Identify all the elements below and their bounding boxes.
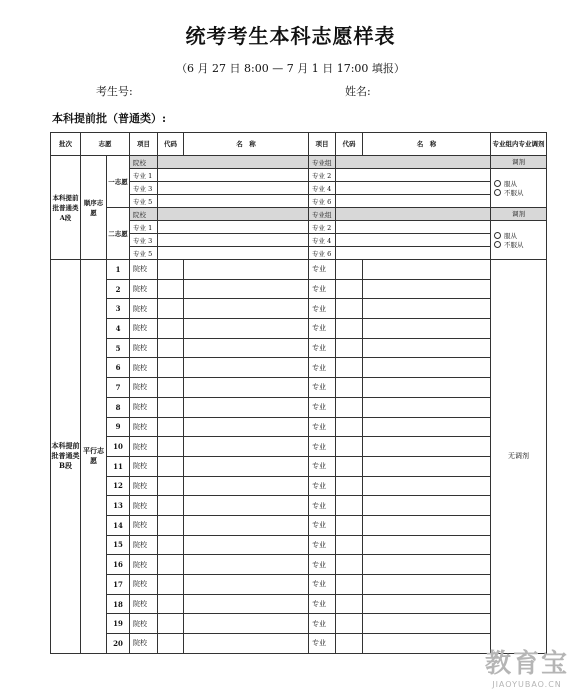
header-name-2: 名 称 xyxy=(363,133,491,156)
b-school-code-input[interactable] xyxy=(158,299,184,319)
b-left-label: 院校 xyxy=(130,594,158,614)
b-row xyxy=(51,437,547,457)
watermark-logo xyxy=(485,643,569,689)
a-left-input[interactable] xyxy=(158,234,309,247)
b-left-label: 院校 xyxy=(130,437,158,457)
b-school-code-input[interactable] xyxy=(158,594,184,614)
b-right-label: 专业 xyxy=(309,358,336,378)
radio-label: 不服从 xyxy=(504,189,524,197)
b-school-code-input[interactable] xyxy=(158,496,184,516)
b-school-name-input[interactable] xyxy=(184,417,309,437)
choice-number: 17 xyxy=(107,575,130,595)
batch-a-label: 本科提前批普通类A段 xyxy=(51,156,81,260)
b-row xyxy=(51,397,547,417)
choice-number: 19 xyxy=(107,614,130,634)
radio-label: 不服从 xyxy=(504,241,524,249)
b-school-code-input[interactable] xyxy=(158,397,184,417)
b-school-code-input[interactable] xyxy=(158,338,184,358)
choice-number: 20 xyxy=(107,634,130,654)
b-row xyxy=(51,575,547,595)
b-major-code-input[interactable] xyxy=(336,397,363,417)
b-left-label: 院校 xyxy=(130,634,158,654)
a-right-input[interactable] xyxy=(336,247,491,260)
choice-number: 18 xyxy=(107,594,130,614)
b-major-code-input[interactable] xyxy=(336,319,363,339)
adjust-cell xyxy=(491,156,547,208)
a-left-label: 专业 3 xyxy=(130,182,158,195)
b-left-label: 院校 xyxy=(130,456,158,476)
a-right-input[interactable] xyxy=(336,208,491,221)
choice-number: 13 xyxy=(107,496,130,516)
b-school-code-input[interactable] xyxy=(158,515,184,535)
b-right-label: 专业 xyxy=(309,437,336,457)
b-row xyxy=(51,456,547,476)
b-major-name-input[interactable] xyxy=(363,575,491,595)
b-right-label: 专业 xyxy=(309,299,336,319)
header-choice: 志愿 xyxy=(81,133,130,156)
choice-number: 10 xyxy=(107,437,130,457)
b-major-name-input[interactable] xyxy=(363,535,491,555)
a-right-label: 专业 2 xyxy=(309,169,336,182)
b-school-code-input[interactable] xyxy=(158,535,184,555)
sequential-choice-label: 顺序志愿 xyxy=(81,156,107,260)
b-school-name-input[interactable] xyxy=(184,397,309,417)
a-right-input[interactable] xyxy=(336,182,491,195)
b-major-name-input[interactable] xyxy=(363,378,491,398)
a-left-input[interactable] xyxy=(158,169,309,182)
radio-label: 服从 xyxy=(504,232,517,240)
b-row xyxy=(51,378,547,398)
b-right-label: 专业 xyxy=(309,338,336,358)
b-school-code-input[interactable] xyxy=(158,319,184,339)
b-right-label: 专业 xyxy=(309,456,336,476)
b-right-label: 专业 xyxy=(309,319,336,339)
a-right-label: 专业 6 xyxy=(309,247,336,260)
batch-b-label: 本科提前批普通类B段 xyxy=(51,260,81,654)
a-right-input[interactable] xyxy=(336,234,491,247)
choice-number: 12 xyxy=(107,476,130,496)
choice-number: 2 xyxy=(107,279,130,299)
b-row xyxy=(51,634,547,654)
a-left-input[interactable] xyxy=(158,182,309,195)
b-right-label: 专业 xyxy=(309,614,336,634)
b-left-label: 院校 xyxy=(130,260,158,280)
b-right-label: 专业 xyxy=(309,496,336,516)
header-item-2: 项目 xyxy=(309,133,336,156)
choice-number: 5 xyxy=(107,338,130,358)
b-school-code-input[interactable] xyxy=(158,279,184,299)
adjust-accept-radio[interactable] xyxy=(491,179,546,188)
b-right-label: 专业 xyxy=(309,555,336,575)
b-school-code-input[interactable] xyxy=(158,476,184,496)
a-right-input[interactable] xyxy=(336,156,491,169)
b-left-label: 院校 xyxy=(130,338,158,358)
choice-number: 1 xyxy=(107,260,130,280)
b-major-code-input[interactable] xyxy=(336,614,363,634)
b-major-name-input[interactable] xyxy=(363,397,491,417)
b-right-label: 专业 xyxy=(309,279,336,299)
b-major-name-input[interactable] xyxy=(363,319,491,339)
watermark-text: 教育宝 xyxy=(484,649,569,679)
b-school-code-input[interactable] xyxy=(158,358,184,378)
student-name-label: 姓名: xyxy=(345,85,371,98)
b-left-label: 院校 xyxy=(130,417,158,437)
choice-number: 7 xyxy=(107,378,130,398)
b-school-name-input[interactable] xyxy=(184,594,309,614)
b-school-name-input[interactable] xyxy=(184,378,309,398)
b-left-label: 院校 xyxy=(130,279,158,299)
b-row xyxy=(51,555,547,575)
radio-circle-icon xyxy=(494,232,501,239)
b-major-code-input[interactable] xyxy=(336,417,363,437)
header-row xyxy=(51,133,547,156)
b-major-name-input[interactable] xyxy=(363,594,491,614)
b-major-name-input[interactable] xyxy=(363,299,491,319)
a-left-input[interactable] xyxy=(158,195,309,208)
b-major-code-input[interactable] xyxy=(336,535,363,555)
header-item: 项目 xyxy=(130,133,158,156)
header-code: 代码 xyxy=(158,133,184,156)
choice-label: 二志愿 xyxy=(107,208,130,260)
b-right-label: 专业 xyxy=(309,417,336,437)
b-school-name-input[interactable] xyxy=(184,279,309,299)
exam-number-label: 考生号: xyxy=(96,85,133,98)
b-school-name-input[interactable] xyxy=(184,319,309,339)
b-left-label: 院校 xyxy=(130,378,158,398)
b-row xyxy=(51,476,547,496)
b-right-label: 专业 xyxy=(309,476,336,496)
b-school-name-input[interactable] xyxy=(184,555,309,575)
b-school-name-input[interactable] xyxy=(184,299,309,319)
b-school-name-input[interactable] xyxy=(184,338,309,358)
a-left-input[interactable] xyxy=(158,247,309,260)
b-major-code-input[interactable] xyxy=(336,555,363,575)
a-left-input[interactable] xyxy=(158,221,309,234)
b-major-name-input[interactable] xyxy=(363,260,491,280)
b-right-label: 专业 xyxy=(309,575,336,595)
a-right-label: 专业 4 xyxy=(309,182,336,195)
header-name: 名 称 xyxy=(184,133,309,156)
b-left-label: 院校 xyxy=(130,319,158,339)
b-school-name-input[interactable] xyxy=(184,535,309,555)
a-left-label: 专业 5 xyxy=(130,247,158,260)
b-major-code-input[interactable] xyxy=(336,299,363,319)
choice-number: 9 xyxy=(107,417,130,437)
b-right-label: 专业 xyxy=(309,515,336,535)
a-left-label: 专业 1 xyxy=(130,169,158,182)
b-major-name-input[interactable] xyxy=(363,338,491,358)
b-school-code-input[interactable] xyxy=(158,575,184,595)
b-left-label: 院校 xyxy=(130,535,158,555)
b-right-label: 专业 xyxy=(309,535,336,555)
b-left-label: 院校 xyxy=(130,496,158,516)
b-major-name-input[interactable] xyxy=(363,634,491,654)
b-left-label: 院校 xyxy=(130,614,158,634)
adjust-title: 调剂 xyxy=(491,156,546,169)
b-row xyxy=(51,319,547,339)
header-adjust: 专业组内专业调剂 xyxy=(491,133,547,156)
b-row xyxy=(51,614,547,634)
b-right-label: 专业 xyxy=(309,378,336,398)
b-major-name-input[interactable] xyxy=(363,437,491,457)
a-right-label: 专业 4 xyxy=(309,234,336,247)
spacer xyxy=(491,221,546,231)
header-batch: 批次 xyxy=(51,133,81,156)
b-school-name-input[interactable] xyxy=(184,515,309,535)
b-major-name-input[interactable] xyxy=(363,456,491,476)
no-adjust-label: 无调剂 xyxy=(491,260,547,654)
b-school-name-input[interactable] xyxy=(184,260,309,280)
b-right-label: 专业 xyxy=(309,594,336,614)
a-right-input[interactable] xyxy=(336,195,491,208)
b-left-label: 院校 xyxy=(130,555,158,575)
adjust-title: 调剂 xyxy=(491,208,546,221)
b-major-name-input[interactable] xyxy=(363,279,491,299)
a-left-label: 院校 xyxy=(130,208,158,221)
b-major-name-input[interactable] xyxy=(363,555,491,575)
b-major-code-input[interactable] xyxy=(336,476,363,496)
choice-number: 15 xyxy=(107,535,130,555)
adjust-decline-radio[interactable] xyxy=(491,240,546,249)
a-left-input[interactable] xyxy=(158,208,309,221)
b-major-code-input[interactable] xyxy=(336,260,363,280)
b-school-code-input[interactable] xyxy=(158,437,184,457)
page-title: 统考考生本科志愿样表 xyxy=(185,24,396,48)
b-school-code-input[interactable] xyxy=(158,634,184,654)
choice-number: 16 xyxy=(107,555,130,575)
b-row xyxy=(51,358,547,378)
watermark-url: JIAOYUBAO.CN xyxy=(492,680,562,689)
b-school-code-input[interactable] xyxy=(158,614,184,634)
a-right-label: 专业组 xyxy=(309,156,336,169)
b-row xyxy=(51,417,547,437)
b-major-name-input[interactable] xyxy=(363,496,491,516)
b-school-name-input[interactable] xyxy=(184,496,309,516)
b-row xyxy=(51,535,547,555)
a-right-label: 专业 2 xyxy=(309,221,336,234)
b-school-name-input[interactable] xyxy=(184,575,309,595)
b-right-label: 专业 xyxy=(309,397,336,417)
choice-number: 11 xyxy=(107,456,130,476)
choice-form-table xyxy=(50,132,547,654)
b-left-label: 院校 xyxy=(130,358,158,378)
b-major-code-input[interactable] xyxy=(336,279,363,299)
b-school-name-input[interactable] xyxy=(184,437,309,457)
b-school-code-input[interactable] xyxy=(158,378,184,398)
b-left-label: 院校 xyxy=(130,575,158,595)
a-left-label: 院校 xyxy=(130,156,158,169)
b-major-code-input[interactable] xyxy=(336,378,363,398)
a-right-input[interactable] xyxy=(336,221,491,234)
b-right-label: 专业 xyxy=(309,634,336,654)
b-school-name-input[interactable] xyxy=(184,614,309,634)
b-row xyxy=(51,496,547,516)
a-left-input[interactable] xyxy=(158,156,309,169)
b-major-name-input[interactable] xyxy=(363,614,491,634)
b-major-code-input[interactable] xyxy=(336,338,363,358)
adjust-accept-radio[interactable] xyxy=(491,231,546,240)
choice-number: 3 xyxy=(107,299,130,319)
radio-label: 服从 xyxy=(504,180,517,188)
b-left-label: 院校 xyxy=(130,476,158,496)
b-row xyxy=(51,279,547,299)
b-row xyxy=(51,515,547,535)
parallel-choice-label: 平行志愿 xyxy=(81,260,107,654)
b-major-code-input[interactable] xyxy=(336,594,363,614)
b-major-code-input[interactable] xyxy=(336,634,363,654)
b-school-name-input[interactable] xyxy=(184,634,309,654)
b-row xyxy=(51,594,547,614)
b-school-name-input[interactable] xyxy=(184,358,309,378)
b-school-code-input[interactable] xyxy=(158,260,184,280)
b-major-name-input[interactable] xyxy=(363,417,491,437)
choice-label: 一志愿 xyxy=(107,156,130,208)
b-school-name-input[interactable] xyxy=(184,456,309,476)
radio-circle-icon xyxy=(494,180,501,187)
b-major-name-input[interactable] xyxy=(363,476,491,496)
b-school-name-input[interactable] xyxy=(184,476,309,496)
choice-number: 4 xyxy=(107,319,130,339)
b-school-code-input[interactable] xyxy=(158,417,184,437)
choice-number: 14 xyxy=(107,515,130,535)
b-major-code-input[interactable] xyxy=(336,456,363,476)
a-right-label: 专业 6 xyxy=(309,195,336,208)
header-code-2: 代码 xyxy=(336,133,363,156)
b-major-name-input[interactable] xyxy=(363,515,491,535)
adjust-decline-radio[interactable] xyxy=(491,188,546,197)
b-left-label: 院校 xyxy=(130,299,158,319)
b-school-code-input[interactable] xyxy=(158,456,184,476)
b-major-code-input[interactable] xyxy=(336,515,363,535)
b-school-code-input[interactable] xyxy=(158,555,184,575)
radio-circle-icon xyxy=(494,189,501,196)
b-row xyxy=(51,260,547,280)
spacer xyxy=(491,169,546,179)
section-title: 本科提前批（普通类）: xyxy=(52,112,167,125)
b-left-label: 院校 xyxy=(130,397,158,417)
a-left-label: 专业 3 xyxy=(130,234,158,247)
a-row xyxy=(51,208,547,221)
b-row xyxy=(51,338,547,358)
a-right-input[interactable] xyxy=(336,169,491,182)
b-major-code-input[interactable] xyxy=(336,496,363,516)
a-left-label: 专业 5 xyxy=(130,195,158,208)
choice-number: 8 xyxy=(107,397,130,417)
a-left-label: 专业 1 xyxy=(130,221,158,234)
a-right-label: 专业组 xyxy=(309,208,336,221)
b-major-code-input[interactable] xyxy=(336,358,363,378)
b-left-label: 院校 xyxy=(130,515,158,535)
submission-period: （6 月 27 日 8:00 — 7 月 1 日 17:00 填报） xyxy=(176,62,405,75)
b-major-code-input[interactable] xyxy=(336,575,363,595)
b-right-label: 专业 xyxy=(309,260,336,280)
adjust-cell xyxy=(491,208,547,260)
choice-number: 6 xyxy=(107,358,130,378)
b-major-code-input[interactable] xyxy=(336,437,363,457)
b-row xyxy=(51,299,547,319)
b-major-name-input[interactable] xyxy=(363,358,491,378)
a-row xyxy=(51,156,547,169)
radio-circle-icon xyxy=(494,241,501,248)
